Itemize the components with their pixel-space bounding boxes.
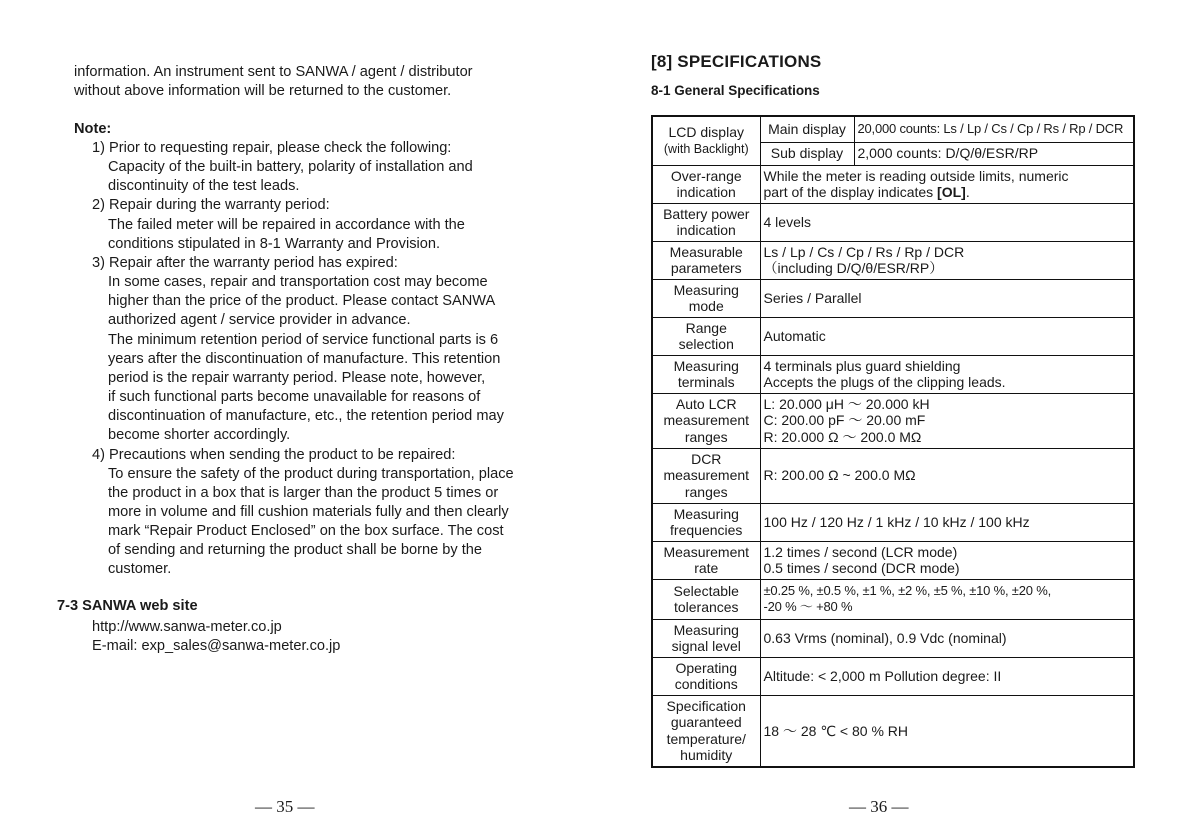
row-label — [652, 619, 760, 657]
table-row — [652, 279, 1134, 317]
list-item-line: period is the repair warranty period. Please note, however, — [108, 369, 486, 386]
list-item-head: 3) Repair after the warranty period has expired: — [92, 254, 398, 271]
email-link[interactable]: E-mail: exp_sales@sanwa-meter.co.jp — [92, 638, 341, 655]
row-label — [652, 317, 760, 355]
list-item — [92, 139, 514, 196]
value-line: L: 20.000 μH 〜 20.000 kH — [763, 395, 930, 412]
table-row — [652, 317, 1134, 355]
value-line: Accepts the plugs of the clipping leads. — [763, 374, 1006, 390]
row-label — [652, 279, 760, 317]
row-value — [760, 165, 1134, 203]
value-line: （including D/Q/θ/ESR/RP） — [763, 260, 944, 276]
label-line: measurement — [663, 412, 750, 429]
label-line: mode — [688, 298, 724, 314]
row-label — [652, 393, 760, 448]
label-line: Measuring — [673, 357, 739, 374]
value-line: Altitude: < 2,000 m Pollution degree: II — [763, 667, 1002, 684]
row-value — [760, 241, 1134, 279]
label-line: Specification — [666, 697, 746, 714]
row-value — [760, 503, 1134, 541]
value-line: While the meter is reading outside limits, numeric — [763, 167, 1069, 184]
row-label — [652, 116, 760, 165]
row-label — [652, 355, 760, 393]
row-label — [652, 503, 760, 541]
table-row — [652, 393, 1134, 448]
list-item-line: higher than the price of the product. Please contact SANWA — [108, 293, 496, 310]
list-item-line: discontinuity of the test leads. — [108, 178, 300, 195]
list-item-line: become shorter accordingly. — [108, 427, 291, 444]
right-page — [595, 0, 1191, 839]
label-line: measurement — [663, 467, 750, 484]
list-item-line: The minimum retention period of service functional parts is 6 — [108, 331, 499, 348]
list-item-line: mark “Repair Product Enclosed” on the box surface. The cost — [108, 523, 504, 540]
section-subtitle: 8-1 General Specifications — [651, 83, 820, 98]
value-line: -20 % 〜 +80 % — [763, 599, 853, 614]
list-item-line: more in volume and fill cushion materials fully and then clearly — [108, 503, 509, 520]
list-item-line: In some cases, repair and transportation cost may become — [108, 274, 488, 291]
label-line: selection — [678, 336, 734, 352]
row-value — [760, 579, 1134, 619]
row-value — [760, 695, 1134, 767]
label-line: Measurable — [669, 243, 743, 260]
label-line: tolerances — [673, 599, 739, 615]
label-line: parameters — [670, 260, 742, 276]
label-line: indication — [676, 184, 736, 200]
value-line: 100 Hz / 120 Hz / 1 kHz / 10 kHz / 100 kHz — [763, 513, 1030, 530]
list-item-line: discontinuation of manufacture, etc., the retention period may — [108, 408, 504, 425]
row-label — [652, 695, 760, 767]
label-line: signal level — [671, 638, 741, 654]
value-line: 0.5 times / second (DCR mode) — [763, 560, 960, 576]
value-line: R: 20.000 Ω 〜 200.0 MΩ — [763, 428, 922, 445]
value-line: Series / Parallel — [763, 289, 862, 306]
list-item-head: 1) Prior to requesting repair, please check the following: — [92, 140, 452, 156]
row-value — [760, 355, 1134, 393]
label-line: Range — [685, 319, 727, 336]
label-line: temperature/ — [666, 730, 746, 747]
list-item — [92, 254, 514, 446]
list-item-head: 2) Repair during the warranty period: — [92, 197, 330, 214]
table-row — [652, 579, 1134, 619]
value-line: 4 levels — [763, 213, 811, 230]
row-label — [652, 241, 760, 279]
row-label — [652, 657, 760, 695]
label-line: ranges — [684, 428, 728, 445]
list-item-line: Capacity of the built-in battery, polarity of installation and — [108, 159, 473, 176]
left-page — [0, 0, 595, 839]
label-line: guaranteed — [670, 714, 742, 731]
list-item-line: years after the discontinuation of manufacture. This retention — [108, 350, 501, 367]
row-sublabel: Main display — [760, 116, 854, 142]
label-line: Operating — [675, 659, 737, 676]
list-item-head: 4) Precautions when sending the product to be repaired: — [92, 446, 456, 463]
row-value — [760, 279, 1134, 317]
row-label — [652, 165, 760, 203]
intro-line: without above information will be returned to the customer. — [74, 83, 452, 100]
table-row — [652, 503, 1134, 541]
value-line: Automatic — [763, 327, 826, 344]
row-sublabel: Sub display — [760, 142, 854, 165]
page-title: [8] SPECIFICATIONS — [651, 52, 822, 71]
row-value: 20,000 counts: Ls / Lp / Cs / Cp / Rs / Rp / DCR — [854, 116, 1134, 142]
label-line: Auto LCR — [675, 395, 737, 412]
row-value — [760, 619, 1134, 657]
label-line: rate — [694, 560, 719, 576]
table-row — [652, 241, 1134, 279]
row-value: 2,000 counts: D/Q/θ/ESR/RP — [854, 142, 1134, 165]
list-item-line: The failed meter will be repaired in accordance with the — [108, 216, 465, 233]
spec-table — [651, 115, 1135, 768]
value-line: 0.63 Vrms (nominal), 0.9 Vdc (nominal) — [763, 629, 1007, 646]
list-item-line: the product in a box that is larger than the product 5 times or — [108, 484, 499, 501]
table-row — [652, 116, 1134, 142]
table-row — [652, 619, 1134, 657]
label-line: Measurement — [663, 543, 750, 560]
label-line: LCD display — [668, 124, 744, 141]
list-item — [92, 446, 514, 580]
table-row — [652, 355, 1134, 393]
list-item-line: if such functional parts become unavailable for reasons of — [108, 389, 481, 406]
label-line: Measuring — [673, 281, 739, 298]
row-label — [652, 541, 760, 579]
note-title: Note: — [74, 121, 112, 137]
web-contact — [92, 618, 340, 656]
label-line: Over-range — [670, 167, 742, 184]
list-item-line: authorized agent / service provider in advance. — [108, 312, 411, 329]
web-url-link[interactable]: http://www.sanwa-meter.co.jp — [92, 619, 282, 635]
table-row — [652, 203, 1134, 241]
list-item — [92, 196, 514, 253]
row-value — [760, 448, 1134, 503]
row-label — [652, 203, 760, 241]
label-line: conditions — [674, 676, 738, 692]
label-line: Selectable — [673, 582, 739, 599]
label-line: DCR — [691, 450, 722, 467]
web-section-title: 7-3 SANWA web site — [57, 598, 198, 614]
page-number: — 36 — — [849, 797, 909, 816]
value-text: . — [965, 184, 970, 200]
list-item-line: To ensure the safety of the product during transportation, place — [108, 465, 514, 482]
value-line: 4 terminals plus guard shielding — [763, 357, 961, 374]
value-line — [764, 184, 1131, 201]
ol-indicator: [OL] — [937, 184, 966, 200]
table-row — [652, 695, 1134, 767]
row-value — [760, 393, 1134, 448]
table-row — [652, 448, 1134, 503]
row-value — [760, 317, 1134, 355]
list-item-line: conditions stipulated in 8-1 Warranty and Provision. — [108, 235, 441, 252]
note-list — [92, 139, 514, 580]
table-row — [652, 165, 1134, 203]
intro-line: information. An instrument sent to SANWA / agent / distributor — [74, 64, 473, 80]
value-line: 1.2 times / second (LCR mode) — [763, 543, 958, 560]
label-line: Measuring — [673, 621, 739, 638]
label-line: frequencies — [670, 522, 743, 538]
list-item-line: of sending and returning the product shall be borne by the — [108, 542, 483, 559]
label-line: ranges — [684, 483, 728, 500]
value-text: part of the display indicates — [763, 184, 938, 200]
label-line: terminals — [677, 374, 735, 390]
list-item-line: customer. — [108, 561, 172, 578]
label-line: humidity — [680, 747, 733, 764]
row-value — [760, 657, 1134, 695]
row-value — [760, 541, 1134, 579]
row-value — [760, 203, 1134, 241]
row-label — [652, 579, 760, 619]
intro-paragraph — [74, 63, 473, 101]
value-line: 18 〜 28 ℃ < 80 % RH — [763, 722, 909, 739]
row-label — [652, 448, 760, 503]
value-line: R: 200.00 Ω ~ 200.0 MΩ — [763, 467, 916, 484]
label-line: Battery power — [663, 205, 750, 222]
label-line: Measuring — [673, 505, 739, 522]
table-row — [652, 657, 1134, 695]
label-line: (with Backlight) — [663, 141, 749, 156]
table-row — [652, 541, 1134, 579]
value-line: Ls / Lp / Cs / Cp / Rs / Rp / DCR — [763, 243, 965, 260]
label-line: indication — [676, 222, 736, 238]
value-line: ±0.25 %, ±0.5 %, ±1 %, ±2 %, ±5 %, ±10 %, ±20 %, — [763, 582, 1051, 598]
page-number: — 35 — — [255, 797, 315, 816]
value-line: C: 200.00 pF 〜 20.00 mF — [763, 412, 926, 429]
